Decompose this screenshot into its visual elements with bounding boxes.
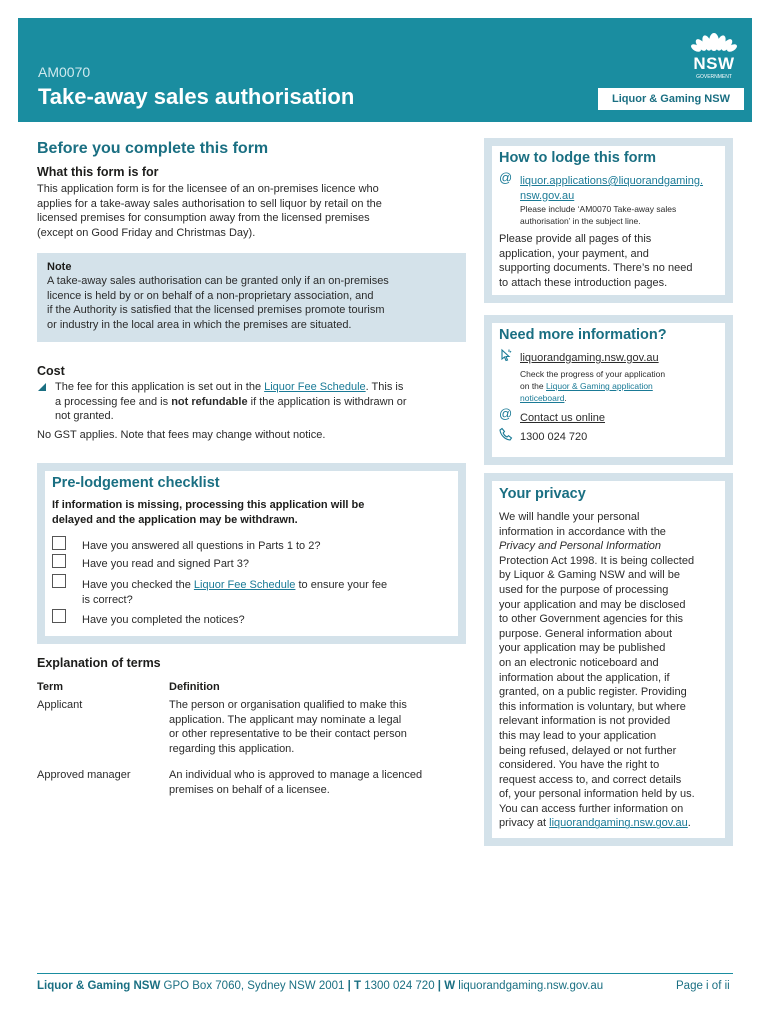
- checklist-item-1: Have you answered all questions in Parts 1 to 2?: [82, 540, 321, 552]
- privacy-website-link[interactable]: liquorandgaming.nsw.gov.au: [549, 817, 688, 830]
- terms-heading: Explanation of terms: [37, 656, 161, 670]
- info-title: Need more information?: [499, 327, 667, 343]
- cost-heading: Cost: [37, 364, 65, 378]
- footer-website[interactable]: liquorandgaming.nsw.gov.au: [458, 980, 604, 992]
- checkbox-part3-signed[interactable]: [52, 554, 66, 568]
- noticeboard-link[interactable]: Liquor & Gaming application: [546, 381, 653, 391]
- lodge-title: How to lodge this form: [499, 150, 657, 166]
- privacy-text: We will handle your personal information in accordance with the Privacy and Personal Information Protection Act 1998. It is being collected by Liquor & Gaming NSW and will be used for the purpose of processing your application and may be disclosed to other Government agencies for this purpose. General information about your application may be published on an electronic noticeboard and information about the application, if granted, on a public register. Providing this information is voluntary, but where relevant information is not provided this may lead to your application being refused, delayed or not further considered. You have the right to request access to, and correct details of, your personal information held by us. You can access further information on privacy at liquorandgaming.nsw.gov.au.: [499, 511, 695, 830]
- logo-word: NSW: [693, 54, 735, 73]
- header-banner: [18, 18, 752, 122]
- noticeboard-link-cont[interactable]: noticeboard: [520, 393, 565, 403]
- what-paragraph: [37, 182, 382, 240]
- text-line: This application form is for the licensee of an on-premises licence who: [37, 183, 379, 195]
- triangle-bullet-icon: [37, 382, 47, 392]
- text-line: licence is held by or on behalf of a non-proprietary association, and: [47, 289, 374, 302]
- checklist-title: Pre-lodgement checklist: [52, 475, 220, 491]
- not-refundable-emphasis: not refundable: [171, 395, 248, 408]
- checklist-item-3: Have you checked the Liquor Fee Schedule to ensure your fee is correct?: [82, 579, 388, 606]
- checkbox-fee-checked[interactable]: [52, 574, 66, 588]
- text-line: or industry in the local area in which the premises are situated.: [47, 318, 352, 331]
- contact-at-icon: @: [499, 406, 513, 421]
- gst-note: No GST applies. Note that fees may change without notice.: [37, 429, 326, 441]
- logo-subtitle: GOVERNMENT: [696, 74, 732, 80]
- footer-org: Liquor & Gaming NSW: [37, 980, 161, 992]
- note-box: [37, 253, 466, 342]
- checklist-item-4: Have you completed the notices?: [82, 614, 245, 626]
- footer-divider: [37, 973, 733, 974]
- lodge-instructions: Please provide all pages of this application, your payment, and supporting documents. There’s no need to attach these introduction pages.: [499, 233, 693, 289]
- text-line: A take-away sales authorisation can be granted only if an on-premises: [47, 275, 389, 287]
- form-code: AM0070: [38, 64, 91, 80]
- page-number: Page i of ii: [676, 980, 730, 992]
- nsw-government-logo: [686, 24, 742, 82]
- term-column-header: Term: [37, 681, 64, 693]
- privacy-title: Your privacy: [499, 486, 586, 502]
- form-title: Take-away sales authorisation: [38, 84, 355, 109]
- note-text: [47, 274, 456, 332]
- waratah-icon: [686, 24, 742, 54]
- lodge-subject-note: Please include ‘AM0070 Take-away sales authorisation’ in the subject line.: [520, 204, 677, 226]
- definition-column-header: Definition: [169, 681, 220, 693]
- term-applicant: Applicant: [37, 699, 83, 711]
- checklist-item-2: Have you read and signed Part 3?: [82, 558, 249, 570]
- term-approved-manager: Approved manager: [37, 769, 131, 781]
- lodge-email-link[interactable]: liquor.applications@liquorandgaming. nsw.gov.au: [520, 175, 704, 202]
- progress-note: Check the progress of your application on the Liquor & Gaming application noticeboard.: [520, 369, 666, 403]
- checklist-warning: If information is missing, processing this application will be delayed and the application may be withdrawn.: [52, 499, 365, 526]
- note-title: Note: [47, 261, 72, 273]
- text-line: licensed premises for consumption away from the licensed premises: [37, 212, 370, 225]
- footer-contact: Liquor & Gaming NSW GPO Box 7060, Sydney NSW 2001 | T 1300 024 720 | W liquorandgaming.nsw.gov.au: [37, 980, 604, 992]
- text-line: if the Authority is satisfied that the licensed premises promote tourism: [47, 304, 385, 317]
- cost-bullet-text: The fee for this application is set out in the Liquor Fee Schedule. This is a processing fee and is not refundable if the application is withdrawn or not granted.: [55, 381, 407, 423]
- text-line: applies for a take-away sales authorisation to sell liquor by retail on the: [37, 197, 382, 210]
- liquor-fee-schedule-link[interactable]: Liquor Fee Schedule: [264, 381, 366, 393]
- email-icon: @: [499, 170, 513, 185]
- checkbox-notices-completed[interactable]: [52, 609, 66, 623]
- section-heading-before: Before you complete this form: [37, 140, 269, 157]
- checkbox-parts-answered[interactable]: [52, 536, 66, 550]
- definition-applicant: The person or organisation qualified to make this application. The applicant may nominate a legal or other representative to be their contact person regarding this application.: [169, 699, 407, 755]
- cursor-click-icon: [499, 348, 513, 362]
- text-line: (except on Good Friday and Christmas Day).: [37, 226, 256, 239]
- phone-number: 1300 024 720: [520, 431, 588, 443]
- what-heading: What this form is for: [37, 165, 159, 179]
- contact-us-online-link[interactable]: Contact us online: [520, 412, 605, 424]
- definition-approved-manager: An individual who is approved to manage a licenced premises on behalf of a licensee.: [169, 769, 423, 796]
- phone-icon: [499, 427, 513, 441]
- liquor-fee-schedule-link[interactable]: Liquor Fee Schedule: [193, 579, 296, 591]
- website-link[interactable]: liquorandgaming.nsw.gov.au: [520, 352, 659, 364]
- agency-badge: Liquor & Gaming NSW: [598, 88, 744, 110]
